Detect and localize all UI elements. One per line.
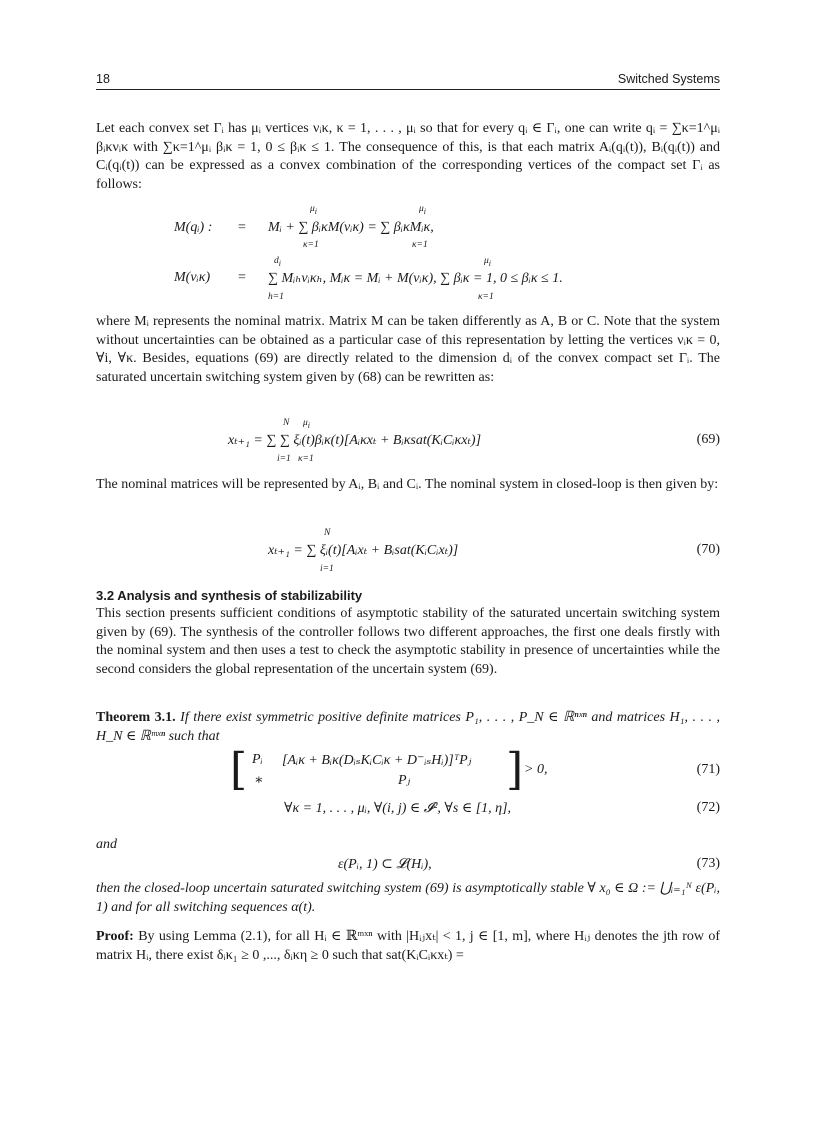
equation-vertex-matrix — [96, 258, 720, 302]
section-heading — [96, 588, 362, 603]
page-header — [96, 72, 720, 88]
eq-b-rhs: ∑ Mᵢₕνᵢκₕ, Mᵢκ = Mᵢ + M(νᵢκ), ∑ βᵢκ = 1, 0 ≤ βᵢκ ≤ 1. — [268, 271, 563, 286]
theorem-statement — [96, 709, 720, 746]
eq-71-relation: > 0, — [524, 762, 548, 777]
theorem-text: If there exist symmetric positive definite matrices P₁, . . . , P_N ∈ ℝⁿˣⁿ and matrices H₁, . . . , H_N ∈ ℝᵐˣⁿ such that — [96, 710, 720, 744]
paragraph-nominal-matrix: where Mᵢ represents the nominal matrix. Matrix M can be taken differently as A, B or C. Note that the system without uncertainties can be obtained as a particular case of this representation by letting the vertices νᵢκ = 0, ∀i, ∀κ. Besides, equations (69) are directly related to the dimension dᵢ of the convex compact set Γᵢ. The saturated uncertain switching system given by (68) can be rewritten as: — [96, 314, 720, 385]
header-rule — [96, 89, 720, 90]
right-bracket: ] — [506, 744, 524, 795]
matrix-entry-22: Pⱼ — [398, 773, 411, 788]
matrix-entry-11: Pᵢ — [252, 752, 263, 767]
theorem-label: Theorem 3.1. — [96, 710, 176, 725]
proof-label: Proof: — [96, 929, 134, 944]
running-title: Switched Systems — [617, 72, 720, 86]
equation-69 — [96, 420, 720, 464]
equation-convex-combination — [96, 208, 720, 250]
eq-69-number: (69) — [696, 432, 720, 447]
eq-72-number: (72) — [696, 800, 720, 815]
theorem-conclusion: then the closed-loop uncertain saturated switching system (69) is asymptotically stable ∀ x₀ ∈ Ω := ⋃ᵢ₌₁ᴺ ε(Pᵢ, 1) and for all switching sequences α(t). — [96, 881, 720, 915]
eq-a-rhs: Mᵢ + ∑ βᵢκM(νᵢκ) = ∑ βᵢκMᵢκ, — [268, 220, 434, 235]
eq-a-lhs: M(qᵢ) : — [174, 220, 213, 235]
eq-70-body: xₜ₊₁ = ∑ ξᵢ(t)[Aᵢxₜ + Bᵢsat(KᵢCᵢxₜ)] — [268, 543, 459, 558]
eq-73-body: ε(Pᵢ, 1) ⊂ 𝓛(Hᵢ), — [338, 857, 432, 872]
eq-72-body: ∀κ = 1, . . . , μᵢ, ∀(i, j) ∈ 𝓘², ∀s ∈ [1, η], — [284, 801, 512, 816]
matrix-entry-21: ∗ — [254, 773, 264, 788]
eq-b-lhs: M(νᵢκ) — [174, 270, 211, 285]
page-number: 18 — [96, 72, 110, 86]
matrix-entry-12: [Aᵢκ + Bᵢκ(DᵢₛKᵢCᵢκ + D⁻ᵢₛHᵢ)]ᵀPⱼ — [282, 753, 472, 768]
eq-a-equals: = — [238, 220, 246, 235]
eq-70-number: (70) — [696, 542, 720, 557]
proof-text: By using Lemma (2.1), for all Hᵢ ∈ ℝᵐˣⁿ with |Hᵢⱼxₜ| < 1, j ∈ [1, m], where Hᵢⱼ denotes the jth row of matrix Hᵢ, there exist δᵢκ₁ ≥ 0 ,..., δᵢκη ≥ 0 such that sat(KᵢCᵢκxₜ) = — [96, 929, 720, 963]
equation-70 — [96, 530, 720, 574]
eq-69-body: xₜ₊₁ = ∑ ∑ ξᵢ(t)βᵢκ(t)[Aᵢκxₜ + Bᵢκsat(KᵢCᵢκxₜ)] — [228, 433, 482, 448]
equation-72 — [96, 800, 720, 820]
proof-paragraph — [96, 928, 720, 965]
eq-71-number: (71) — [696, 762, 720, 777]
section-title: Analysis and synthesis of stabilizability — [117, 588, 363, 603]
left-bracket: [ — [230, 744, 248, 795]
and-word: and — [96, 837, 117, 852]
section-number: 3.2 — [96, 588, 115, 603]
paragraph-convex-set: Let each convex set Γᵢ has μᵢ vertices νᵢκ, κ = 1, . . . , μᵢ so that for every qᵢ ∈ Γᵢ, one can write qᵢ = ∑κ=1^μᵢ βᵢκνᵢκ with ∑κ=1^μᵢ βᵢκ = 1, 0 ≤ βᵢκ ≤ 1. The consequence of this, is that each matrix Aᵢ(qᵢ(t)), Bᵢ(qᵢ(t)) and Cᵢ(qᵢ(t)) can be expressed as a convex combination of the corresponding vertices of the compact set Γᵢ as follows: — [96, 121, 720, 192]
equation-73 — [96, 856, 720, 876]
eq-b-equals: = — [238, 270, 246, 285]
paragraph-nominal-system: The nominal matrices will be represented by Aᵢ, Bᵢ and Cᵢ. The nominal system in closed-loop is then given by: — [96, 477, 719, 492]
equation-71 — [96, 744, 720, 796]
eq-73-number: (73) — [696, 856, 720, 871]
paragraph-section-intro: This section presents sufficient conditions of asymptotic stability of the saturated uncertain switching system given by (69). The synthesis of the controller follows two different approaches, the first one deals firstly with the nominal system and then uses a test to check the asymptotic stability in presence of uncertainties while the second considers the global representation of the uncertain system (69). — [96, 606, 720, 677]
